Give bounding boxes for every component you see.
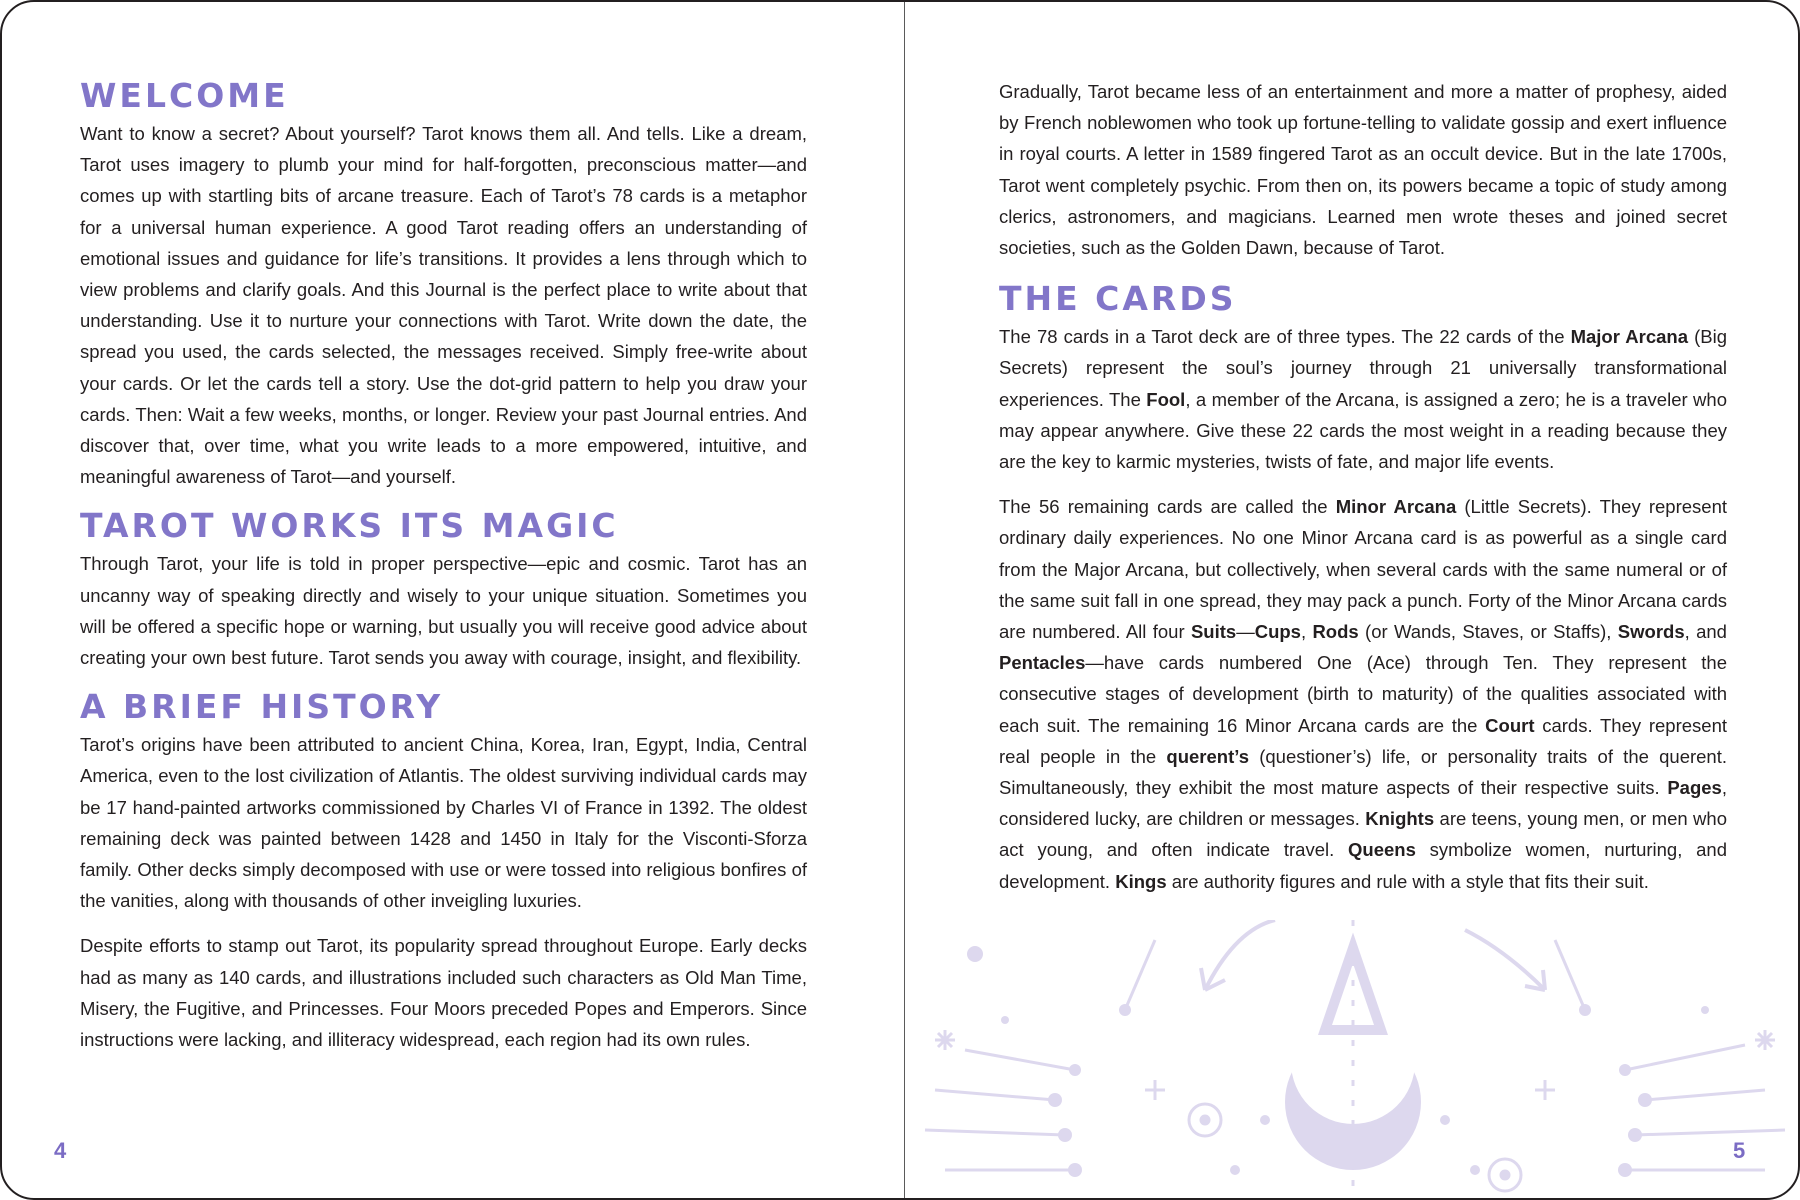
history-paragraph-2: Despite efforts to stamp out Tarot, its popularity spread throughout Europe. Early decks had as many as 140 cards, and illustrations included such characters as Old Man Time, Misery, the Fugitive, and Princesses. Four Moors preceded Popes and Emperors. Since instructions were lacking, and illiteracy widespread, each region had its own rules. [80, 935, 807, 1051]
welcome-section [80, 76, 807, 492]
history-paragraph-1: Tarot’s origins have been attributed to ancient China, Korea, Iran, Egypt, India, Central America, even to the lost civilization of Atlantis. The oldest surviving individual cards may be 17 hand-painted artworks commissioned by Charles VI of France in 1392. The oldest remaining deck was painted between 1428 and 1450 in Italy for the Visconti-Sforza family. Other decks simply decomposed with use or were tossed into religious bonfires of the vanities, along with thousands of other inveigling luxuries. [80, 734, 807, 912]
arrow-icon [1201, 920, 1545, 990]
history-continued-text: Gradually, Tarot became less of an entertainment and more a matter of prophesy, aided by French noblewomen who took up fortune-telling to validate gossip and exert influence in royal courts. A letter in 1589 fingered Tarot as an occult device. But in the late 1700s, Tarot went completely psychic. From then on, its powers became a topic of study among clerics, astronomers, and magicians. Learned men wrote theses and joined secret societies, such as the Golden Dawn, because of Tarot. [999, 81, 1727, 259]
page-number-left: 4 [54, 1138, 67, 1163]
history-section [80, 687, 807, 1055]
magic-section [80, 506, 807, 673]
celestial-ornament [905, 920, 1800, 1200]
cards-section [999, 279, 1727, 897]
magic-text: Through Tarot, your life is told in proper perspective—epic and cosmic. Tarot has an uncanny way of speaking directly and wisely to your unique situation. Sometimes you will be offered a specific hope or warning, but usually you will receive good advice about creating your own best future. Tarot sends you away with courage, insight, and flexibility. [80, 553, 807, 669]
left-page [2, 2, 904, 1200]
right-page [905, 2, 1800, 1200]
cards-paragraph-1: The 78 cards in a Tarot deck are of three types. The 22 cards of the Major Arcana (Big Secrets) represent the soul’s journey through 21 universally transformational experiences. The Fool, a member of the Arcana, is assigned a zero; he is a traveler who may appear anywhere. Give these 22 cards the most weight in a reading because they are the key to karmic mysteries, twists of fate, and major life events. [999, 326, 1727, 473]
welcome-heading: WELCOME [80, 76, 289, 115]
welcome-text: Want to know a secret? About yourself? Tarot knows them all. And tells. Like a dream, Tarot uses imagery to plumb your mind for half-forgotten, preconscious matter—and comes up with startling bits of arcane treasure. Each of Tarot’s 78 cards is a metaphor for a universal human experience. A good Tarot reading offers an understanding of emotional issues and guidance for life’s transitions. It provides a lens through which to view problems and clarify goals. And this Journal is the perfect place to write about that understanding. Use it to nurture your connections with Tarot. Write down the date, the spread you used, the cards selected, the messages received. Simply free-write about your cards. Or let the cards tell a story. Use the dot-grid pattern to help you draw your cards. Then: Wait a few weeks, months, or longer. Review your past Journal entries. And discover that, over time, what you write leads to a more empowered, intuitive, and meaningful awareness of Tarot—and yourself. [80, 123, 807, 488]
history-heading: A BRIEF HISTORY [80, 687, 444, 727]
cards-paragraph-2: The 56 remaining cards are called the Minor Arcana (Little Secrets). They represent ordinary daily experiences. No one Minor Arcana card is as powerful as a single card from the Major Arcana, but collectively, when several cards with the same numeral or of the same suit fall in one spread, they may pack a punch. Forty of the Minor Arcana cards are numbered. All four Suits—Cups, Rods (or Wands, Staves, or Staffs), Swords, and Pentacles—have cards numbered One (Ace) through Ten. They represent the consecutive stages of development (birth to maturity) of the qualities associated with each suit. The remaining 16 Minor Arcana cards are the Court cards. They represent real people in the querent’s (questioner’s) life, or personality traits of the querent. Simultaneously, they exhibit the most mature aspects of their respective suits. Pages, considered lucky, are children or messages. Knights are teens, young men, or men who act young, and often indicate travel. Queens symbolize women, nurturing, and development. Kings are authority figures and rule with a style that fits their suit. [999, 496, 1727, 892]
magic-heading: TAROT WORKS ITS MAGIC [80, 506, 619, 546]
right-column [999, 76, 1727, 911]
page-number-right: 5 [1733, 1138, 1746, 1163]
cards-heading: THE CARDS [999, 279, 1237, 319]
left-column [80, 76, 807, 1069]
